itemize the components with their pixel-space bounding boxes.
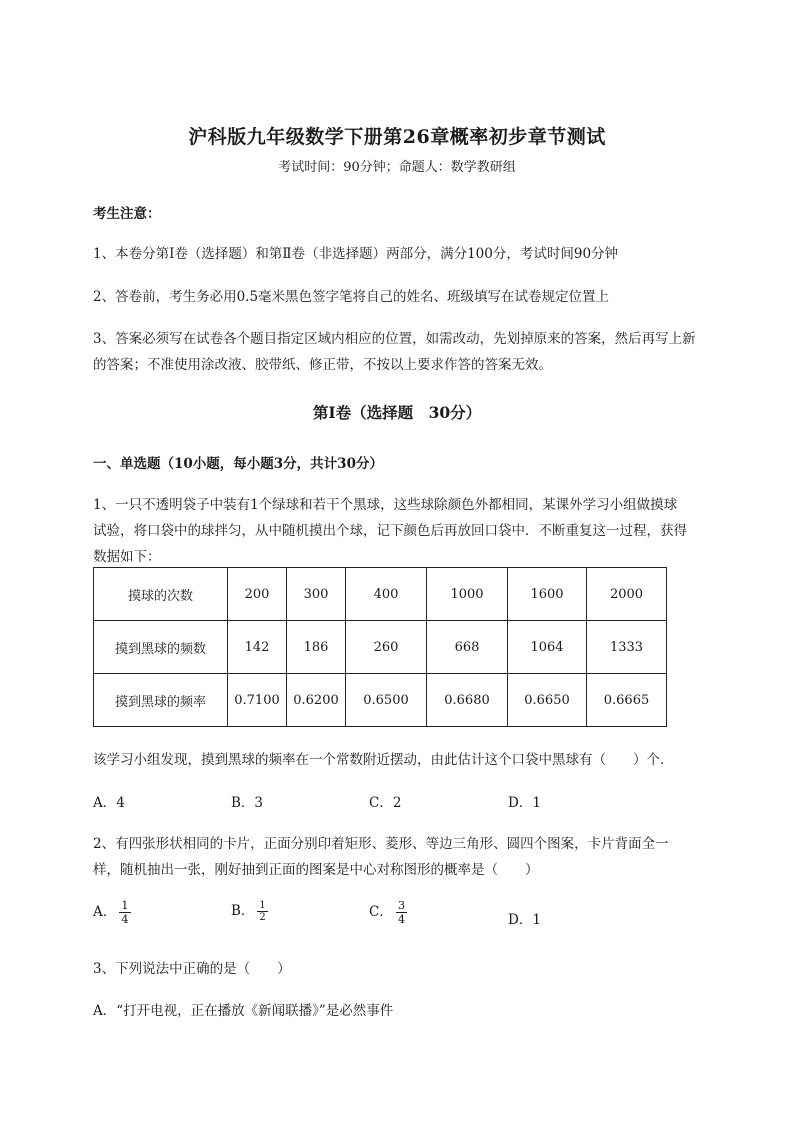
q2-stem-line2: 样，随机抽出一张，刚好抽到正面的图案是中心对称图形的概率是（ ） (93, 862, 539, 878)
q1-stem-line3: 数据如下： (93, 549, 161, 565)
numerator: 1 (259, 899, 266, 911)
table-row (94, 568, 667, 621)
q1-option-a: A．4 (93, 795, 125, 811)
q2-option-d: D．1 (508, 912, 541, 928)
table-cell: 摸到黑球的频率 (94, 674, 228, 727)
table-cell: 200 (228, 568, 287, 621)
q3-option-a: A．“打开电视，正在播放《新闻联播》”是必然事件 (93, 1003, 394, 1019)
section-title: 第I卷（选择题 30分） (312, 403, 482, 422)
q1-stem-line2: 试验，将口袋中的球拌匀，从中随机摸出个球，记下颜色后再放回口袋中．不断重复这一过程，获得 (93, 523, 687, 539)
numerator: 3 (397, 898, 406, 912)
q3-stem: 3、下列说法中正确的是（ ） (93, 961, 291, 977)
option-letter: B． (231, 903, 255, 919)
frequency-table (93, 567, 667, 727)
table-cell: 300 (287, 568, 346, 621)
table-row (94, 674, 667, 727)
table-cell: 1000 (427, 568, 508, 621)
page-title: 沪科版九年级数学下册第26章概率初步章节测试 (188, 126, 606, 148)
q1-question: 该学习小组发现，摸到黑球的频率在一个常数附近摆动，由此估计这个口袋中黑球有（ ）个． (93, 752, 674, 768)
fraction (396, 899, 407, 926)
q2-option-b (231, 899, 268, 924)
numerator: 1 (121, 898, 129, 912)
option-letter: A． (93, 904, 117, 921)
fraction (257, 900, 267, 924)
table-cell: 摸到黑球的频数 (94, 621, 228, 674)
table-row (94, 621, 667, 674)
table-cell: 0.6650 (508, 674, 587, 727)
fraction (119, 899, 130, 926)
table-cell: 260 (346, 621, 427, 674)
table-cell: 2000 (587, 568, 667, 621)
q1-option-c: C．2 (369, 795, 402, 811)
table-cell: 摸球的次数 (94, 568, 228, 621)
notice-item-1: 1、本卷分第I卷（选择题）和第Ⅱ卷（非选择题）两部分，满分100分，考试时间90分钟 (93, 246, 619, 262)
notice-item-2: 2、答卷前，考生务必用0.5毫米黑色签字笔将自己的姓名、班级填写在试卷规定位置上 (93, 289, 610, 305)
table-cell: 142 (228, 621, 287, 674)
table-cell: 0.6500 (346, 674, 427, 727)
table-cell: 186 (287, 621, 346, 674)
table-cell: 1600 (508, 568, 587, 621)
denominator: 2 (259, 912, 266, 923)
q1-stem-line1: 1、一只不透明袋子中装有1个绿球和若干个黑球，这些球除颜色外都相同，某课外学习小组做摸球 (93, 497, 678, 513)
q1-option-b: B．3 (231, 795, 264, 811)
notice-heading: 考生注意： (93, 206, 161, 222)
table-cell: 400 (346, 568, 427, 621)
table-cell: 0.6665 (587, 674, 667, 727)
table-cell: 1064 (508, 621, 587, 674)
part-heading: 一、单选题（10小题，每小题3分，共计30分） (93, 456, 383, 472)
notice-item-3-line2: 的答案；不准使用涂改液、胶带纸、修正带，不按以上要求作答的答案无效。 (93, 357, 552, 373)
table-cell: 1333 (587, 621, 667, 674)
table-cell: 0.7100 (228, 674, 287, 727)
q2-option-a (93, 899, 131, 926)
q2-option-c (369, 899, 407, 926)
table-cell: 0.6680 (427, 674, 508, 727)
q1-option-d: D．1 (508, 795, 541, 811)
denominator: 4 (121, 912, 129, 927)
exam-info: 考试时间：90分钟；命题人：数学教研组 (278, 160, 516, 175)
notice-item-3-line1: 3、答案必须写在试卷各个题目指定区域内相应的位置，如需改动，先划掉原来的答案，然后再写上新 (93, 331, 696, 347)
q2-stem-line1: 2、有四张形状相同的卡片，正面分别印着矩形、菱形、等边三角形、圆四个图案，卡片背面全一 (93, 836, 669, 852)
table-cell: 0.6200 (287, 674, 346, 727)
denominator: 4 (397, 912, 406, 927)
table-cell: 668 (427, 621, 508, 674)
option-letter: C． (369, 904, 393, 921)
